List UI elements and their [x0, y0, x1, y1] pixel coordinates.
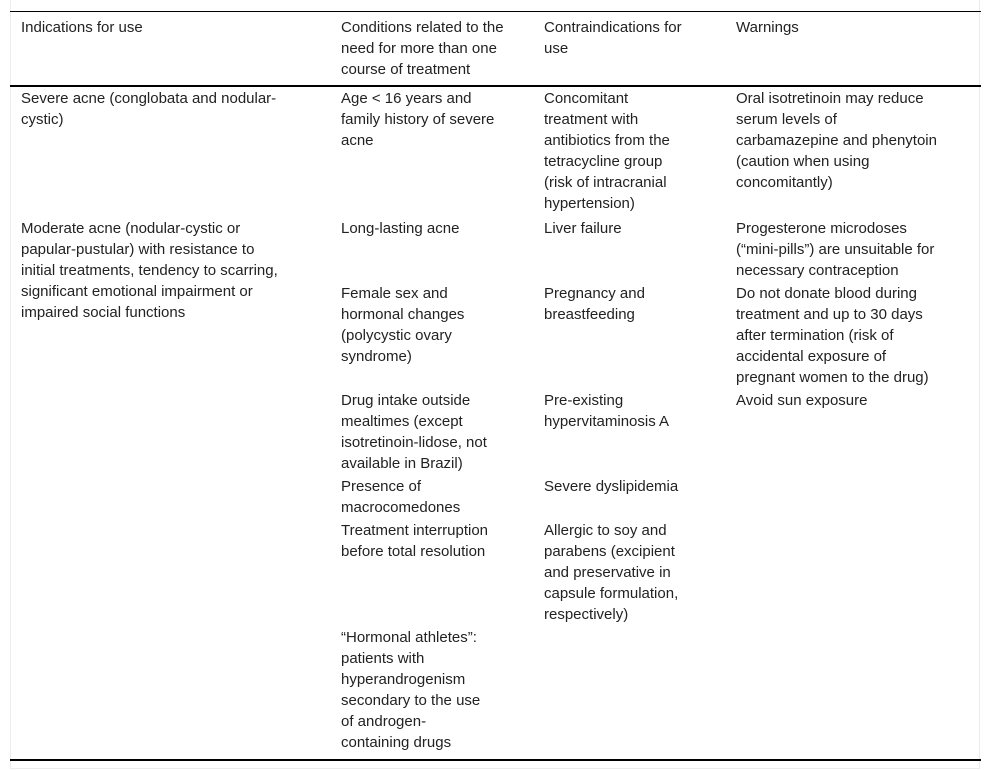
warning-cell: Avoid sun exposure: [736, 392, 868, 409]
header-warnings: Warnings: [736, 19, 799, 36]
condition-cell: Treatment interruption before total resolution: [341, 522, 489, 560]
table-header-rule: [10, 85, 981, 87]
header-contraindications: Contraindications for use: [544, 19, 682, 57]
condition-cell: Drug intake outside mealtimes (except isotretinoin-lidose, not available in Brazil): [341, 392, 487, 472]
table-bottom-rule: [10, 759, 981, 761]
condition-cell: Female sex and hormonal changes (polycystic ovary syndrome): [341, 285, 465, 365]
contraindication-cell: Severe dyslipidemia: [544, 478, 679, 495]
condition-cell: “Hormonal athletes”: patients with hyperandrogenism secondary to the use of androgen- containing drugs: [341, 629, 481, 751]
header-conditions: Conditions related to the need for more than one course of treatment: [341, 19, 504, 78]
contraindication-cell: Liver failure: [544, 220, 622, 237]
table-top-rule: [10, 11, 981, 12]
contraindication-cell: Concomitant treatment with antibiotics from the tetracycline group (risk of intracranial hypertension): [544, 90, 670, 212]
indication-cell: Severe acne (conglobata and nodular- cystic): [21, 90, 277, 128]
warning-cell: Do not donate blood during treatment and up to 30 days after termination (risk of accidental exposure of pregnant women to the drug): [736, 285, 929, 386]
contraindication-cell: Pregnancy and breastfeeding: [544, 285, 645, 323]
contraindication-cell: Pre-existing hypervitaminosis A: [544, 392, 670, 430]
warning-cell: Progesterone microdoses (“mini-pills”) are unsuitable for necessary contraception: [736, 220, 935, 279]
indication-cell: Moderate acne (nodular-cystic or papular-pustular) with resistance to initial treatments, tendency to scarring, significant emotional impairment or impaired social functions: [21, 220, 278, 321]
header-indications: Indications for use: [21, 19, 143, 36]
contraindication-cell: Allergic to soy and parabens (excipient and preservative in capsule formulation, respectively): [544, 522, 679, 623]
condition-cell: Age ˂ 16 years and family history of severe acne: [341, 90, 495, 149]
condition-cell: Long-lasting acne: [341, 220, 460, 237]
warning-cell: Oral isotretinoin may reduce serum levels of carbamazepine and phenytoin (caution when using concomitantly): [736, 90, 937, 191]
condition-cell: Presence of macrocomedones: [341, 478, 461, 516]
